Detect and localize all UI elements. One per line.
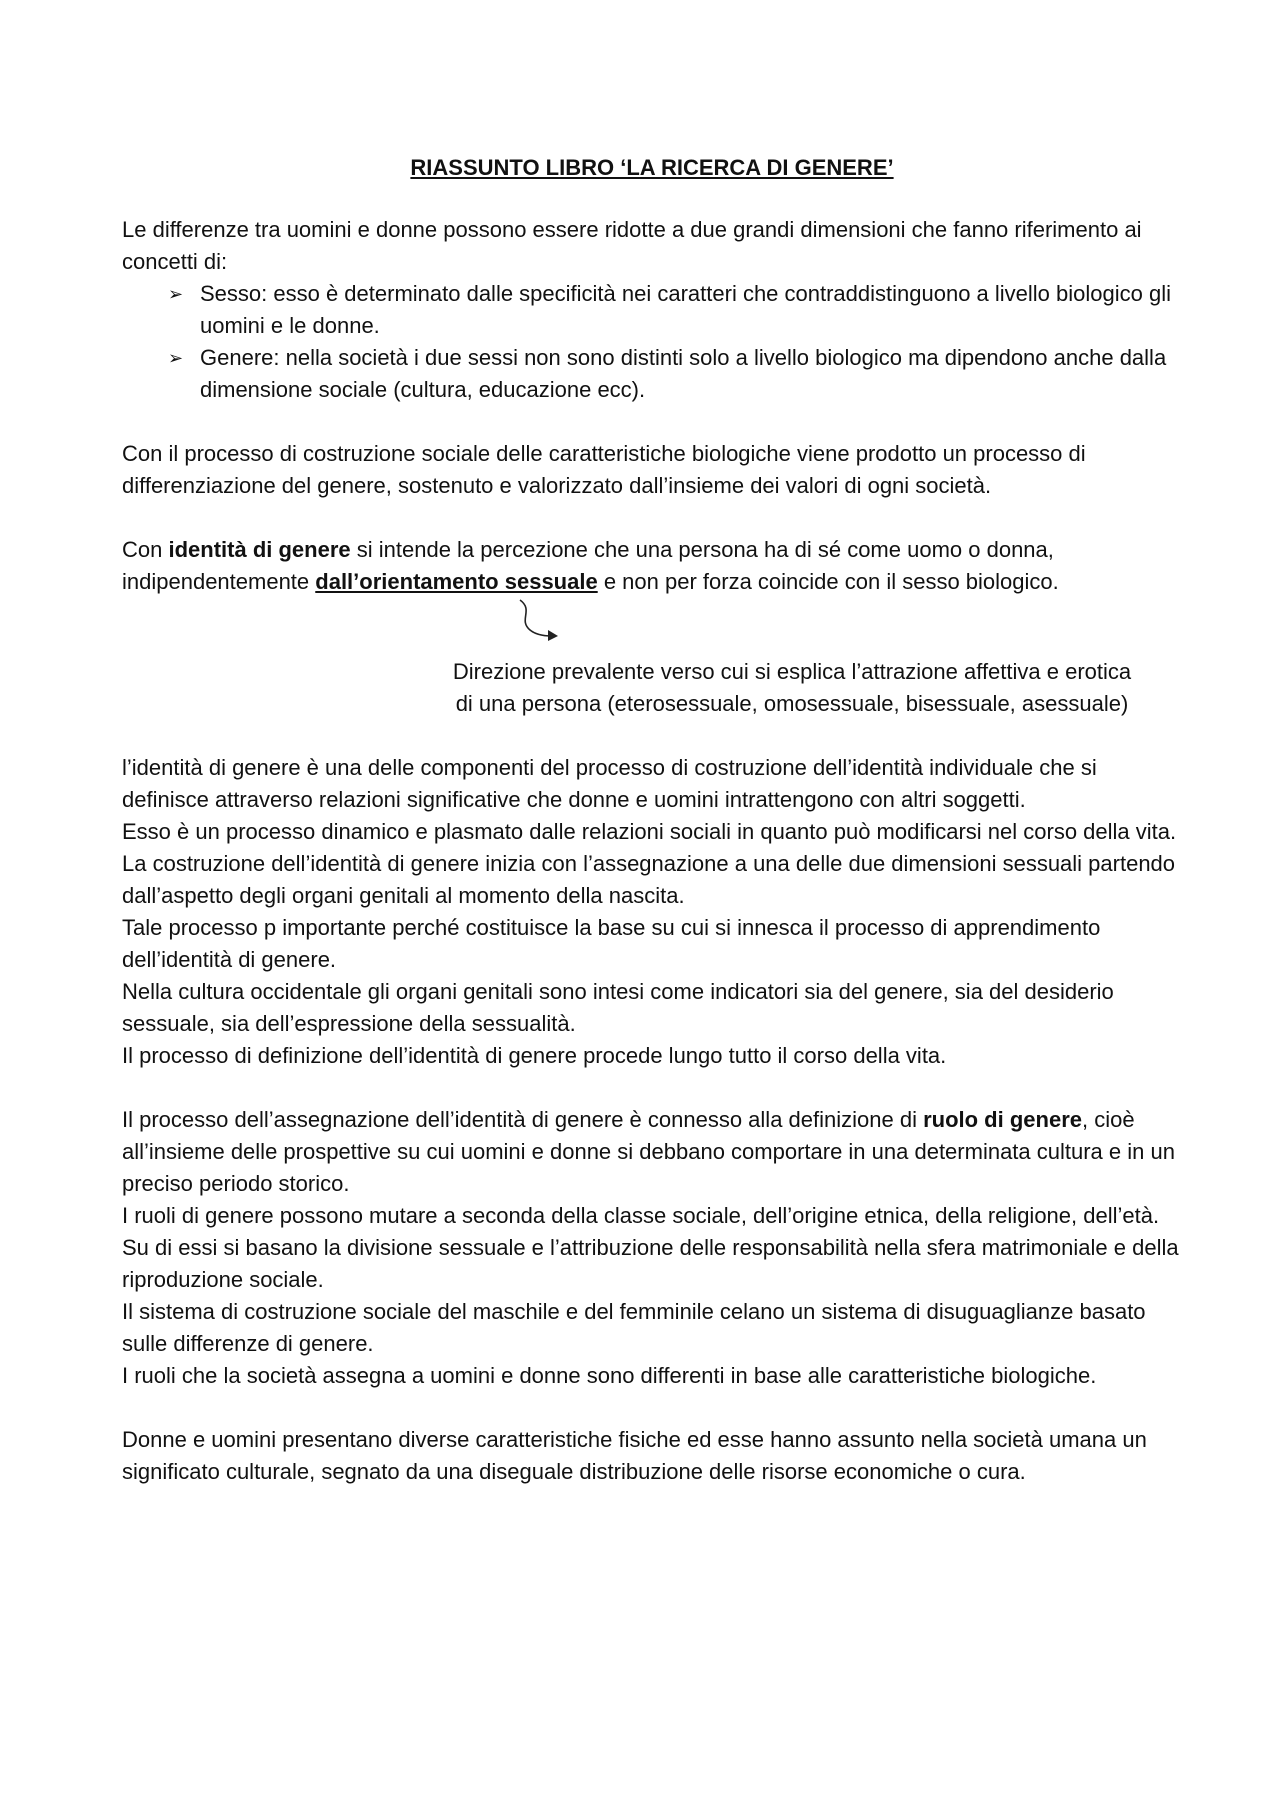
annotation-arrow — [122, 598, 1182, 656]
paragraph-identita — [122, 534, 1182, 598]
paragraph-line: I ruoli di genere possono mutare a seconda della classe sociale, dell’origine etnica, della religione, dell’età. — [122, 1203, 1160, 1228]
paragraph-final: Donne e uomini presentano diverse caratteristiche fisiche ed esse hanno assunto nella società umana un significato culturale, segnato da una diseguale distribuzione delle risorse economiche o cura. — [122, 1427, 1147, 1484]
annotation-note — [122, 656, 1132, 720]
paragraph-line: Tale processo p importante perché costituisce la base su cui si innesca il processo di apprendimento dell’identità di genere. — [122, 915, 1101, 972]
arrow-bullet-icon: ➢ — [168, 348, 184, 368]
bold-term: ruolo di genere — [923, 1107, 1082, 1132]
paragraph-line: I ruoli che la società assegna a uomini e donne sono differenti in base alle caratteristiche biologiche. — [122, 1363, 1097, 1388]
paragraph-line: Esso è un processo dinamico e plasmato dalle relazioni sociali in quanto può modificarsi nel corso della vita. — [122, 819, 1177, 844]
curved-arrow-icon — [512, 598, 572, 648]
text-segment: , cioè all’insieme delle prospettive su cui uomini e donne si debbano comportare in una determinata cultura e in un preciso periodo storico. — [122, 1107, 1175, 1196]
paragraph-line: Nella cultura occidentale gli organi genitali sono intesi come indicatori sia del genere, sia del desiderio sessuale, sia dell’espressione della sessualità. — [122, 979, 1114, 1036]
list-item — [168, 278, 1182, 342]
text-segment: si intende la percezione che una persona ha di sé come uomo o donna, indipendentemente — [122, 537, 1054, 594]
paragraph-line: Su di essi si basano la divisione sessuale e l’attribuzione delle responsabilità nella sfera matrimoniale e della riproduzione sociale. — [122, 1235, 1179, 1292]
list-item-text: Sesso: esso è determinato dalle specificità nei caratteri che contraddistinguono a livello biologico gli uomini e le donne. — [200, 281, 1171, 338]
underlined-term: dall’orientamento sessuale — [315, 569, 598, 594]
intro-paragraph: Le differenze tra uomini e donne possono essere ridotte a due grandi dimensioni che fanno riferimento ai concetti di: — [122, 217, 1142, 274]
arrow-bullet-icon: ➢ — [168, 284, 184, 304]
paragraph-line: Il processo di definizione dell’identità di genere procede lungo tutto il corso della vita. — [122, 1043, 947, 1068]
paragraph-ruolo — [122, 1104, 1182, 1200]
list-item-text: Genere: nella società i due sessi non sono distinti solo a livello biologico ma dipendono anche dalla dimensione sociale (cultura, educazione ecc). — [200, 345, 1167, 402]
list-item — [168, 342, 1182, 406]
note-line-1: Direzione prevalente verso cui si esplica l’attrazione affettiva e erotica — [452, 659, 1132, 684]
paragraph-line: Il sistema di costruzione sociale del maschile e del femminile celano un sistema di disuguaglianze basato sulle differenze di genere. — [122, 1299, 1146, 1356]
document-body — [122, 152, 1182, 1488]
page-title: RIASSUNTO LIBRO ‘LA RICERCA DI GENERE’ — [410, 155, 894, 180]
text-segment: Il processo dell’assegnazione dell’identità di genere è connesso alla definizione di — [122, 1107, 924, 1132]
paragraph-costruzione: Con il processo di costruzione sociale delle caratteristiche biologiche viene prodotto un processo di differenziazione del genere, sostenuto e valorizzato dall’insieme dei valori di ogni società. — [122, 441, 1086, 498]
paragraph-line: La costruzione dell’identità di genere inizia con l’assegnazione a una delle due dimensioni sessuali partendo dall’aspetto degli organi genitali al momento della nascita. — [122, 851, 1176, 908]
note-line-2: di una persona (eterosessuale, omosessuale, bisessuale, asessuale) — [455, 691, 1129, 716]
paragraph-line: l’identità di genere è una delle componenti del processo di costruzione dell’identità individuale che si definisce attraverso relazioni significative che donne e uomini intrattengono con altri soggetti. — [122, 755, 1097, 812]
text-segment: Con — [122, 537, 169, 562]
concept-list — [122, 278, 1182, 406]
text-segment: e non per forza coincide con il sesso biologico. — [597, 569, 1059, 594]
bold-term: identità di genere — [168, 537, 351, 562]
